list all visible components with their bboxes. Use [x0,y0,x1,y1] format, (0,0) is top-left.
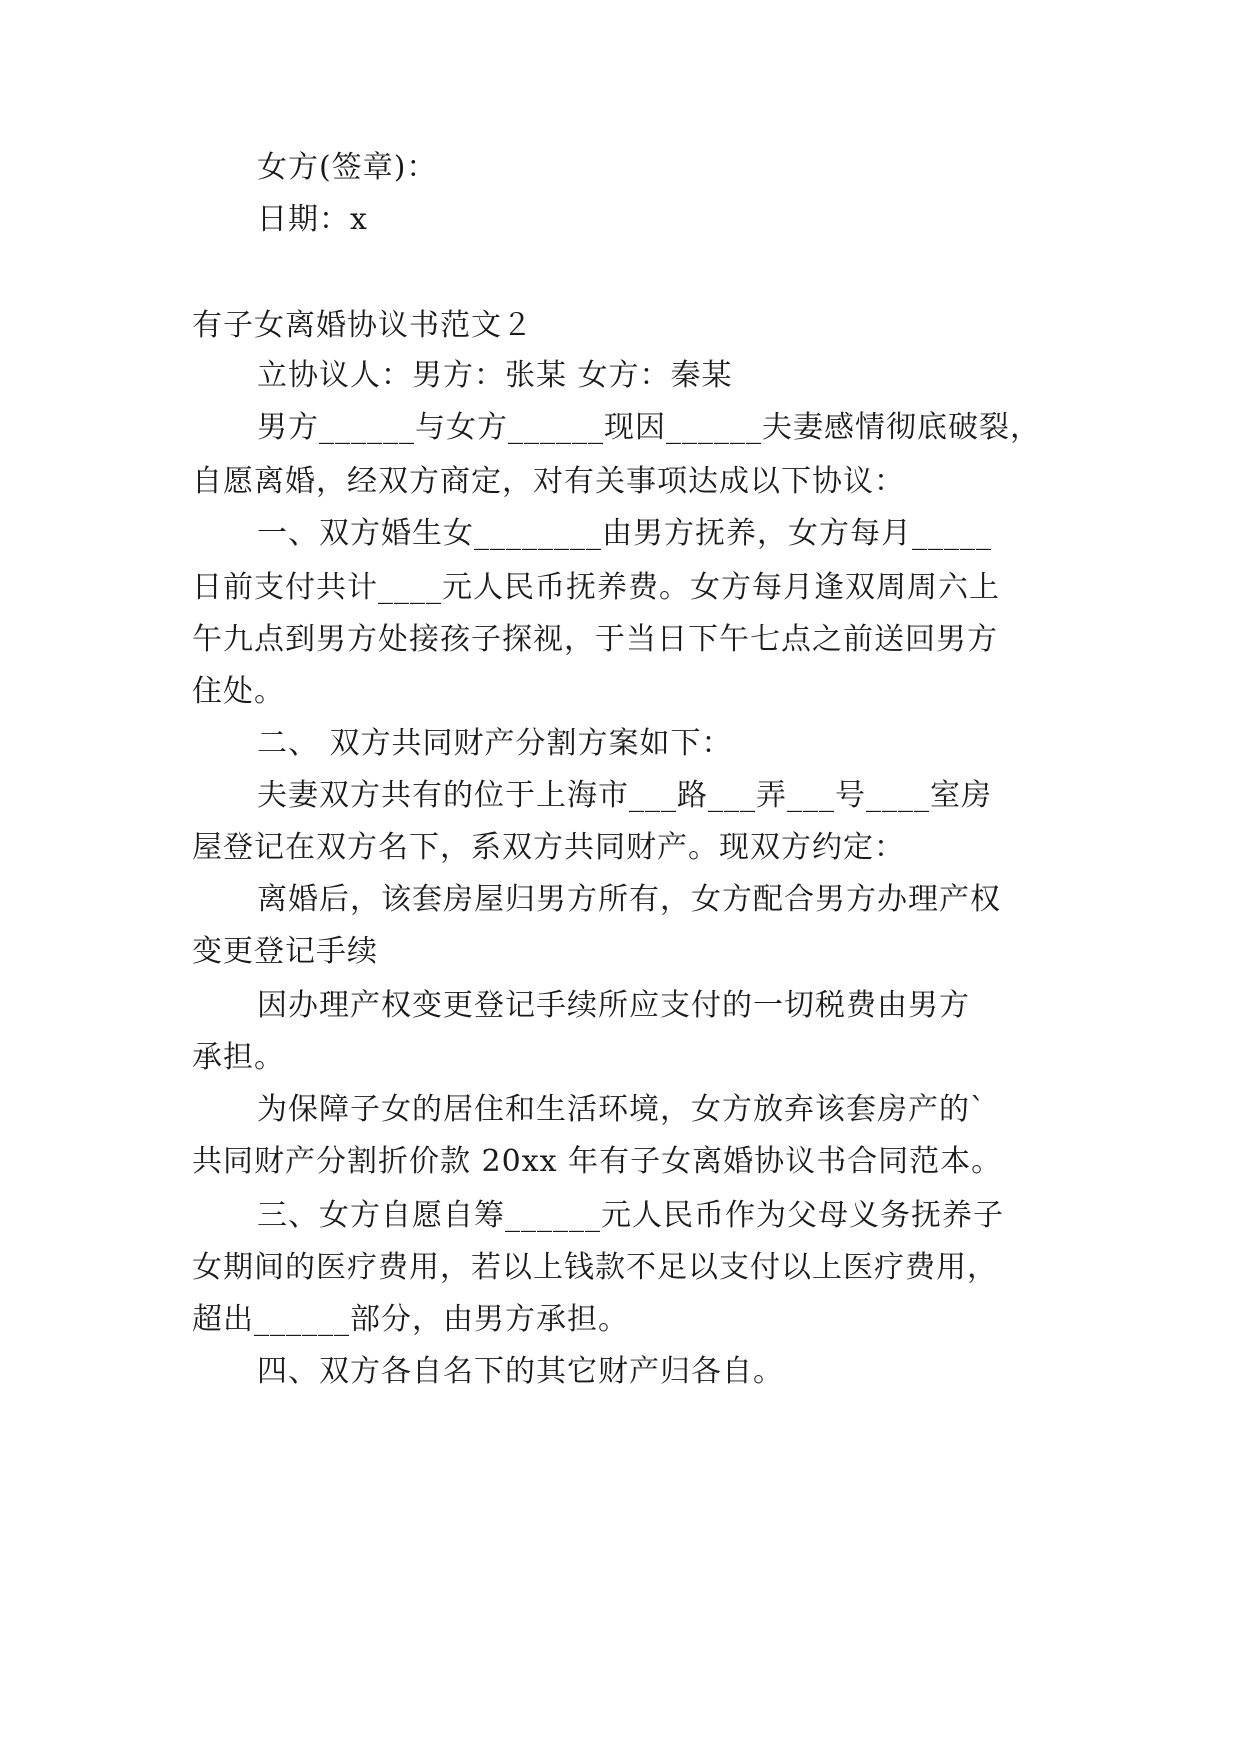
section-title: 有子女离婚协议书范文２ [192,308,533,343]
clause-one-line: 住处。 [192,674,285,709]
property-line: 变更登记手续 [192,934,378,969]
clause-two-heading: 二、 双方共同财产分割方案如下： [257,726,733,761]
clause-four-line: 四、双方各自名下的其它财产归各自。 [257,1354,784,1389]
tax-line: 承担。 [192,1040,285,1075]
clause-one-line: 午九点到男方处接孩子探视，于当日下午七点之前送回男方 [192,622,998,657]
property-line: 离婚后，该套房屋归男方所有，女方配合男方办理产权 [257,882,1001,917]
parties-line: 立协议人：男方：张某 女方：秦某 [257,358,733,393]
property-line: 屋登记在双方名下，系双方共同财产。现双方约定： [192,830,905,865]
clause-one-line: 日前支付共计____元人民币抚养费。女方每月逢双周周六上 [192,570,1000,605]
clause-three-line: 三、女方自愿自筹______元人民币作为父母义务抚养子 [257,1198,1004,1233]
property-waiver-line: 为保障子女的居住和生活环境，女方放弃该套房产的` [257,1092,986,1127]
tax-line: 因办理产权变更登记手续所应支付的一切税费由男方 [257,988,970,1023]
clause-three-line: 女期间的医疗费用，若以上钱款不足以支付以上医疗费用， [192,1250,998,1285]
clause-three-line: 超出______部分，由男方承担。 [192,1302,629,1337]
paragraph-line: 自愿离婚，经双方商定，对有关事项达成以下协议： [192,464,905,499]
female-signature-line: 女方(签章)： [257,150,438,185]
paragraph-line: 男方______与女方______现因______夫妻感情彻底破裂， [257,410,1041,445]
property-line: 夫妻双方共有的位于上海市___路___弄___号____室房 [257,778,992,813]
property-waiver-line: 共同财产分割折价款 20xx 年有子女离婚协议书合同范本。 [192,1144,1003,1179]
date-line: 日期：x [257,202,368,237]
clause-one-line: 一、双方婚生女________由男方抚养，女方每月_____ [257,516,992,551]
